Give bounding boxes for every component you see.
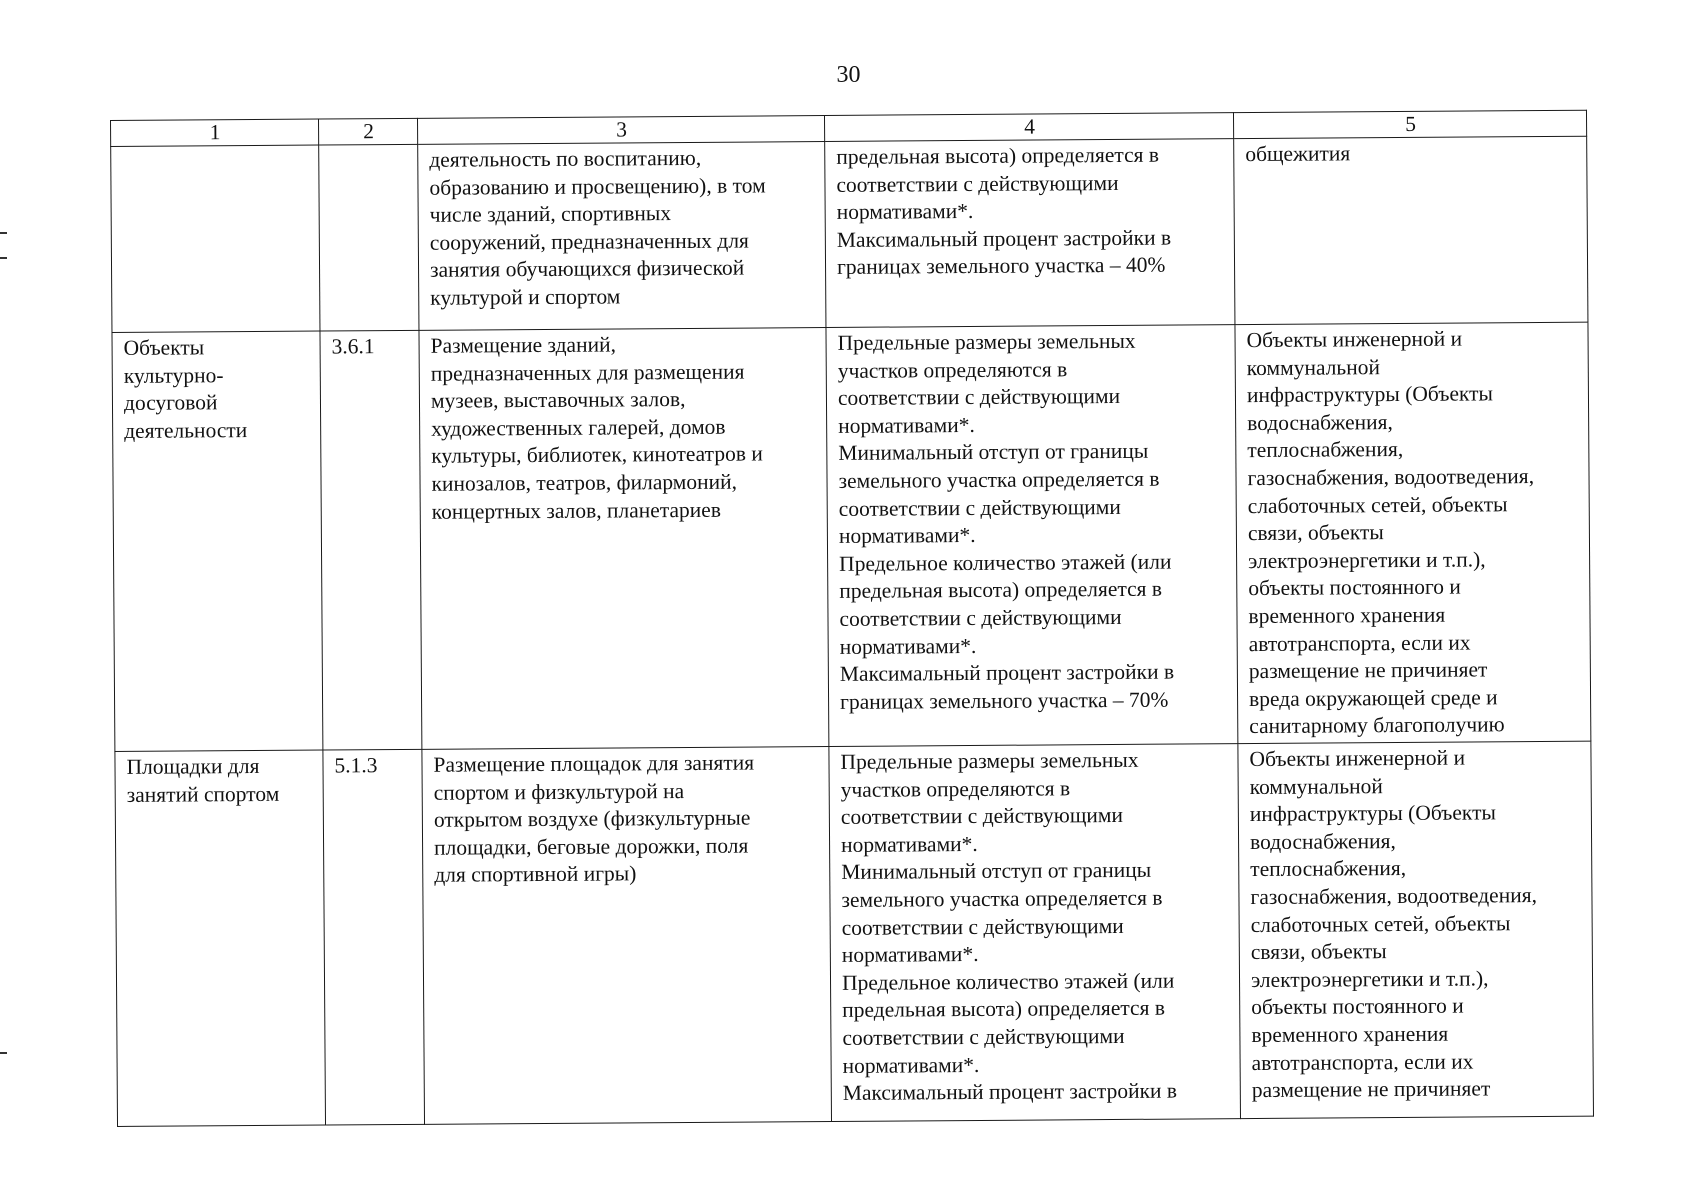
- margin-mark-middle: [0, 257, 7, 259]
- header-cell-2: 2: [318, 118, 417, 145]
- name-cell: [112, 331, 323, 751]
- parameters-cell: [825, 139, 1235, 328]
- cell-text-line: связи, объекты: [1247, 520, 1384, 546]
- cell-text-line: Максимальный процент застройки в: [836, 225, 1172, 252]
- cell-text-line: Размещение зданий,: [430, 332, 617, 358]
- cell-text-line: объекты постоянного и: [1248, 574, 1461, 601]
- cell-text-line: газоснабжения, водоотведения,: [1250, 883, 1538, 910]
- cell-text-line: спортом и физкультурой на: [433, 778, 685, 805]
- cell-text-line: нормативами*.: [838, 523, 976, 549]
- cell-text-line: Предельное количество этажей (или: [839, 549, 1172, 576]
- cell-text-line: теплоснабжения,: [1247, 437, 1404, 463]
- header-cell-3: 3: [417, 116, 824, 145]
- cell-text-line: сооружений, предназначенных для: [429, 228, 749, 255]
- page-number: 30: [836, 62, 861, 88]
- cell-text-line: инфраструктуры (Объекты: [1249, 800, 1496, 827]
- cell-text-line: участков определяются в: [837, 356, 1068, 383]
- cell-text-line: размещение не причиняет: [1251, 1076, 1491, 1103]
- cell-text-line: занятия обучающихся физической: [429, 255, 745, 283]
- margin-mark-top: [0, 232, 7, 234]
- cell-text-line: Площадки для: [126, 753, 260, 779]
- cell-text-line: деятельность по воспитанию,: [429, 145, 702, 172]
- cell-text-line: водоснабжения,: [1249, 828, 1396, 854]
- cell-text-line: нормативами*.: [841, 942, 979, 968]
- cell-text-line: нормативами*.: [836, 199, 974, 225]
- code-cell: [319, 144, 419, 331]
- cell-text-line: образованию и просвещению), в том: [429, 173, 766, 200]
- cell-text-line: инфраструктуры (Объекты: [1246, 381, 1494, 408]
- zoning-table: [110, 110, 1594, 1127]
- description-cell: [422, 746, 832, 1124]
- cell-text-line: Объекты инженерной и: [1246, 326, 1463, 353]
- cell-text-line: нормативами*.: [838, 412, 975, 438]
- cell-text-line: слаботочных сетей, объекты: [1250, 910, 1511, 937]
- cell-text-line: предельная высота) определяется в: [842, 996, 1166, 1023]
- cell-text-line: санитарному благополучию: [1249, 712, 1505, 739]
- cell-text-line: участков определяются в: [840, 775, 1071, 802]
- cell-text-line: досуговой: [123, 390, 218, 416]
- table-row: [111, 136, 1588, 332]
- cell-text-line: предназначенных для размещения: [430, 359, 745, 386]
- cell-text-line: электроэнергетики и т.п.),: [1250, 966, 1489, 992]
- cell-text-line: предельная высота) определяется в: [836, 142, 1160, 169]
- cell-text-line: соответствии с действующими: [836, 170, 1119, 197]
- cell-text-line: Предельные размеры земельных: [837, 328, 1136, 355]
- cell-text-line: земельного участка определяется в: [841, 885, 1163, 912]
- cell-text-line: открытом воздухе (физкультурные: [433, 805, 751, 832]
- cell-text-line: соответствии с действующими: [838, 494, 1121, 521]
- cell-text-line: площадки, беговые дорожки, поля: [434, 833, 749, 860]
- auxiliary-cell: [1235, 322, 1591, 743]
- table-row: [115, 741, 1594, 1126]
- cell-text-line: культуры, библиотек, кинотеатров и: [431, 441, 763, 469]
- table-row: [112, 322, 1591, 751]
- cell-text-line: соответствии с действующими: [837, 384, 1121, 411]
- cell-text-line: нормативами*.: [842, 1052, 980, 1078]
- parameters-cell: [826, 325, 1238, 747]
- name-cell: [115, 750, 326, 1126]
- cell-text-line: Минимальный отступ от границы: [841, 858, 1152, 885]
- cell-text-line: соответствии с действующими: [841, 913, 1124, 940]
- cell-text-line: вреда окружающей среде и: [1248, 685, 1498, 711]
- cell-text-line: соответствии с действующими: [839, 604, 1122, 631]
- cell-text-line: музеев, выставочных залов,: [430, 387, 686, 413]
- cell-text-line: культурой и спортом: [430, 284, 621, 310]
- cell-text-line: электроэнергетики и т.п.),: [1248, 547, 1486, 573]
- cell-text-line: Объекты инженерной и: [1249, 745, 1466, 772]
- cell-text-line: временного хранения: [1248, 602, 1446, 629]
- cell-text-line: границах земельного участка – 70%: [839, 687, 1169, 714]
- cell-text-line: газоснабжения, водоотведения,: [1247, 464, 1535, 491]
- cell-text-line: нормативами*.: [839, 633, 977, 659]
- auxiliary-cell: [1234, 136, 1588, 324]
- name-cell: [111, 145, 320, 332]
- cell-text-line: художественных галерей, домов: [431, 414, 726, 441]
- description-cell: [419, 328, 829, 750]
- code-text: 3.6.1: [331, 334, 375, 359]
- description-cell: [418, 142, 826, 331]
- cell-text-line: занятий спортом: [126, 781, 280, 807]
- code-text: 5.1.3: [334, 753, 378, 778]
- cell-text-line: связи, объекты: [1250, 939, 1387, 965]
- cell-text-line: временного хранения: [1251, 1021, 1449, 1047]
- cell-text-line: культурно-: [123, 362, 224, 388]
- cell-text-line: предельная высота) определяется в: [839, 577, 1163, 604]
- code-cell: [320, 330, 422, 750]
- cell-text-line: Размещение площадок для занятия: [433, 750, 755, 777]
- cell-text-line: Предельные размеры земельных: [840, 747, 1139, 774]
- cell-text-line: теплоснабжения,: [1250, 856, 1407, 882]
- cell-text-line: для спортивной игры): [434, 861, 637, 888]
- cell-text-line: слаботочных сетей, объекты: [1247, 491, 1508, 518]
- cell-text-line: общежития: [1245, 141, 1351, 167]
- cell-text-line: концертных залов, планетариев: [431, 497, 722, 524]
- cell-text-line: Предельное количество этажей (или: [841, 968, 1175, 995]
- cell-text-line: границах земельного участка – 40%: [836, 253, 1166, 280]
- header-cell-5: 5: [1233, 110, 1586, 138]
- cell-text-line: коммунальной: [1249, 773, 1383, 799]
- parameters-cell: [829, 744, 1241, 1122]
- cell-text-line: коммунальной: [1246, 354, 1381, 380]
- cell-text-line: Максимальный процент застройки в: [839, 659, 1175, 687]
- cell-text-line: соответствии с действующими: [840, 803, 1124, 830]
- cell-text-line: числе зданий, спортивных: [429, 201, 672, 227]
- cell-text-line: объекты постоянного и: [1251, 993, 1464, 1020]
- cell-text-line: деятельности: [124, 417, 248, 443]
- cell-text-line: соответствии с действующими: [842, 1023, 1125, 1050]
- cell-text-line: кинозалов, театров, филармоний,: [431, 469, 738, 496]
- cell-text-line: Минимальный отступ от границы: [838, 439, 1149, 466]
- cell-text-line: автотранспорта, если их: [1248, 630, 1471, 656]
- cell-text-line: Максимальный процент застройки в: [842, 1078, 1178, 1106]
- cell-text-line: водоснабжения,: [1247, 409, 1393, 435]
- cell-text-line: размещение не причиняет: [1248, 657, 1488, 684]
- header-cell-1: 1: [111, 119, 319, 146]
- cell-text-line: земельного участка определяется в: [838, 466, 1160, 493]
- cell-text-line: нормативами*.: [840, 831, 978, 857]
- margin-mark-bottom: [0, 1052, 7, 1054]
- code-cell: [323, 749, 425, 1125]
- header-cell-4: 4: [824, 113, 1233, 142]
- cell-text-line: автотранспорта, если их: [1251, 1049, 1474, 1075]
- auxiliary-cell: [1238, 741, 1594, 1118]
- cell-text-line: Объекты: [123, 335, 205, 360]
